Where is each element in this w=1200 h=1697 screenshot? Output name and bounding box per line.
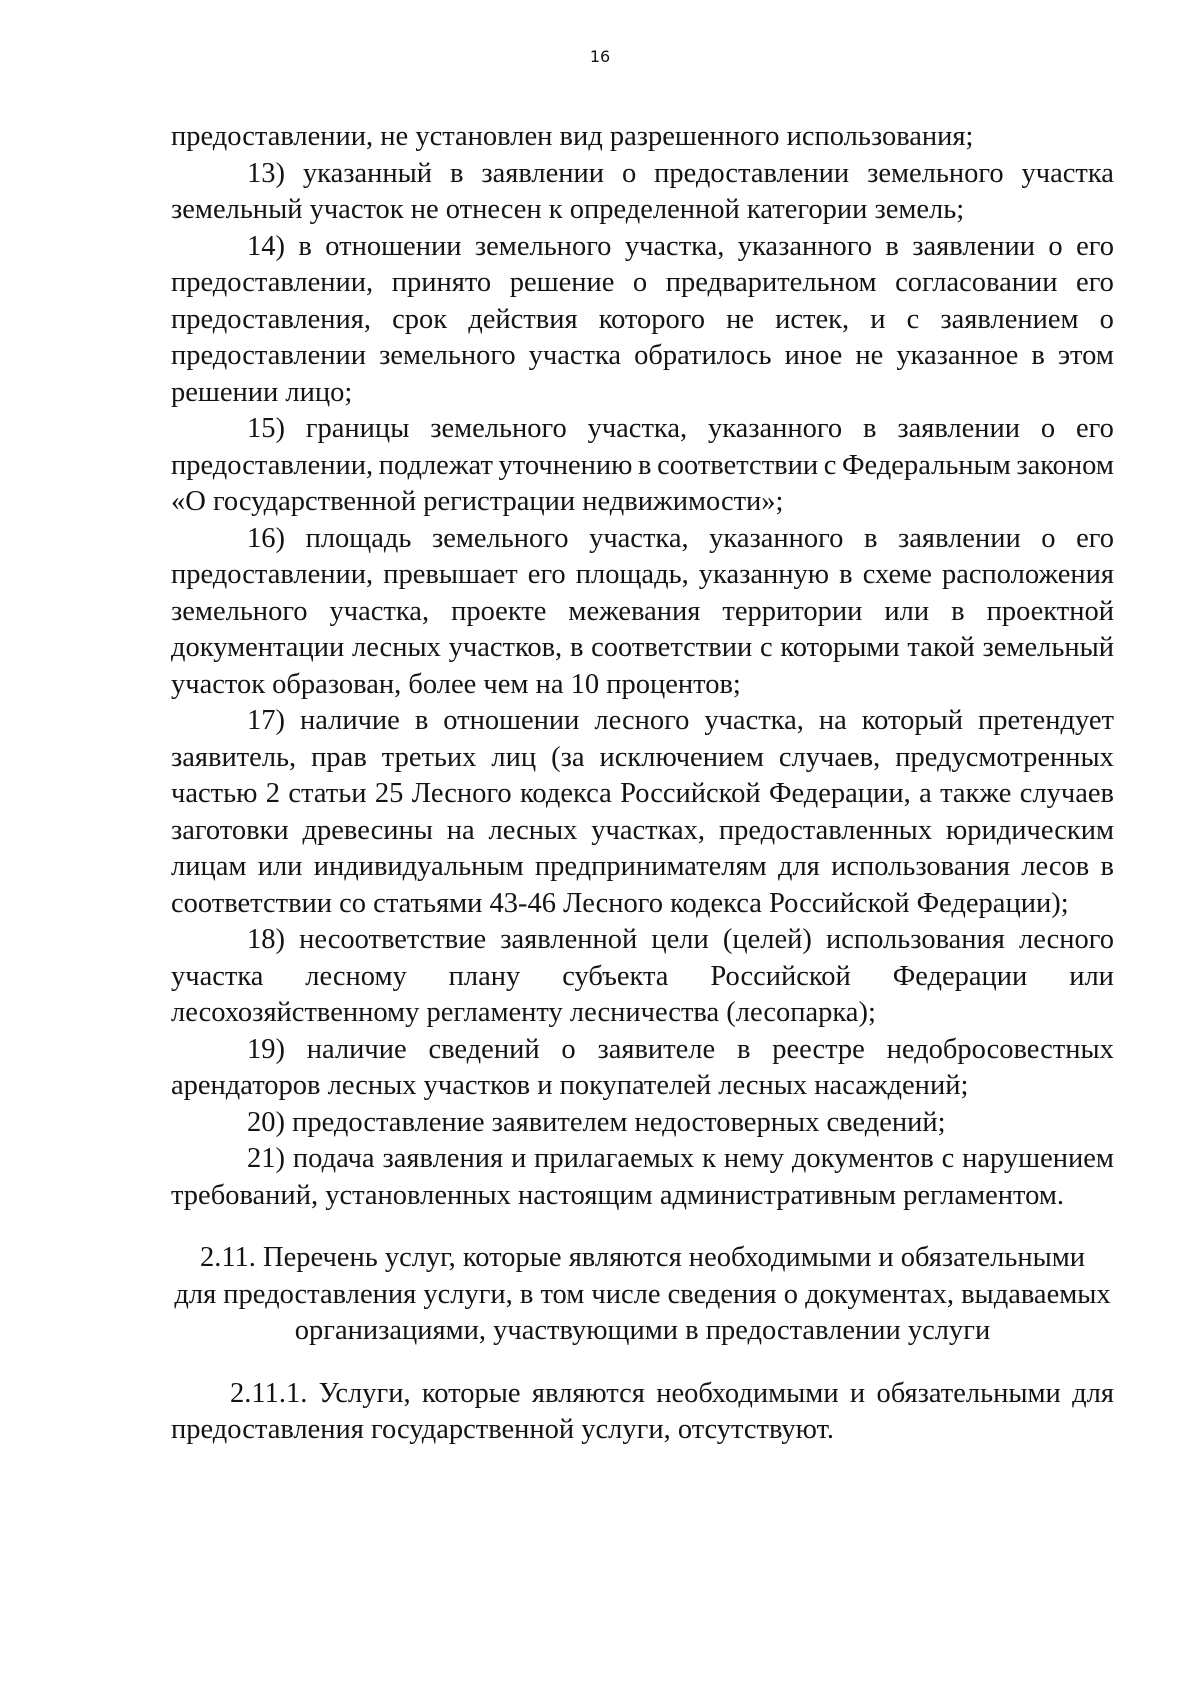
word: цели [651, 924, 709, 955]
word: земельного [171, 595, 308, 627]
text-line [171, 265, 1114, 302]
word: лесных [351, 632, 441, 663]
word: соответствии [591, 632, 753, 663]
word: указанного [737, 230, 872, 262]
word: заявлении [897, 413, 1021, 444]
word: в [863, 413, 877, 444]
text-line: «О государственной регистрации недвижимости»; [171, 486, 784, 517]
word: о [1099, 303, 1114, 335]
text-line: лесохозяйственному регламенту лесничества (лесопарка); [171, 997, 876, 1028]
word: для [777, 851, 820, 882]
text-line: соответствии со статьями 43-46 Лесного кодекса Российской Федерации); [171, 887, 1069, 919]
word: проекте [451, 595, 547, 627]
word: указанного [707, 413, 843, 444]
text-line [171, 630, 1114, 667]
word: земельного [430, 413, 567, 444]
word: Российской [710, 960, 851, 992]
word: наличие [306, 1033, 407, 1065]
word: участка, [587, 413, 688, 444]
text-line: решении лицо; [171, 376, 353, 408]
word: срок [392, 303, 448, 335]
word: использования [825, 924, 1005, 955]
word: земельного [379, 340, 516, 371]
word: площадь [305, 522, 412, 554]
word: недобросовестных [886, 1033, 1114, 1065]
word: земельного [431, 522, 569, 554]
text-line [171, 448, 1114, 485]
text-line: предоставлении, не установлен вид разрешенного использования; [171, 121, 974, 152]
word: о [621, 157, 637, 189]
word: о [632, 267, 648, 298]
word: заявлении [912, 230, 1035, 262]
word: с [941, 1143, 955, 1174]
word: лесному [305, 960, 407, 992]
word: о [1048, 230, 1063, 262]
word: предусмотренных [895, 741, 1114, 773]
word: его [1076, 230, 1114, 262]
word: отношении [443, 705, 580, 736]
word: истек, [775, 303, 850, 335]
word: границы [305, 413, 410, 444]
word: Российской [620, 778, 761, 809]
word: в [885, 230, 899, 262]
word: законом [1016, 449, 1114, 481]
word: частью [171, 778, 258, 809]
word: реестре [772, 1033, 865, 1065]
word: 14) [247, 230, 285, 262]
word: площадь, [575, 559, 689, 590]
word: лесов [1021, 851, 1090, 882]
word: о [1040, 413, 1056, 444]
word: субъекта [562, 960, 669, 992]
word: которые [421, 1377, 521, 1409]
word: наличие [299, 705, 400, 736]
word: превышает [383, 559, 518, 590]
text-line [171, 776, 1114, 813]
word: заявителе [597, 1033, 716, 1065]
document-body [171, 119, 1114, 1449]
word: лиц [491, 741, 537, 773]
word: заявлении [481, 157, 605, 189]
word: не [726, 303, 755, 335]
word: плану [448, 960, 521, 992]
word: лесных [488, 814, 578, 846]
word: или [1069, 960, 1114, 992]
word: юридическим [945, 814, 1114, 846]
word: предпринимателям [534, 851, 767, 882]
word: отношении [325, 230, 462, 262]
word: иное [784, 340, 843, 371]
word: с [759, 632, 773, 663]
word: необходимыми [656, 1377, 839, 1409]
word: схеме [862, 559, 932, 590]
word: подлежат [378, 449, 493, 481]
text-line [171, 703, 1114, 740]
word: проектной [986, 595, 1114, 627]
word: обязательными [876, 1377, 1061, 1409]
word: индивидуальным [313, 851, 524, 882]
word: 19) [247, 1033, 285, 1065]
text-line [171, 302, 1114, 339]
heading-line: организациями, участвующими в предоставлении услуги [294, 1315, 991, 1346]
word: 15) [247, 413, 285, 444]
word: в [863, 522, 878, 554]
word: к [702, 1143, 716, 1174]
word: участка, [329, 595, 430, 627]
word: являются [531, 1377, 645, 1409]
word: участка, [624, 230, 725, 262]
spacer [171, 1350, 1114, 1376]
text-line [171, 740, 1114, 777]
word: в [638, 449, 652, 481]
word: заявлением [940, 303, 1079, 335]
text-line: арендаторов лесных участков и покупателей лесных насаждений; [171, 1070, 969, 1101]
word: в [569, 632, 584, 663]
word: участка, [704, 705, 804, 736]
word: 2.11.1. [230, 1377, 308, 1409]
word: статьи [288, 778, 367, 809]
word: указанный [302, 157, 433, 189]
section-heading [171, 1240, 1114, 1350]
word: соответствии [657, 449, 819, 481]
word: а [919, 778, 932, 809]
word: (целей) [722, 924, 812, 955]
word: на [818, 705, 847, 736]
word: сведений [428, 1033, 540, 1065]
word: исключением [599, 741, 764, 773]
word: решение [509, 267, 615, 298]
word: в [1031, 340, 1045, 371]
text-line [171, 557, 1114, 594]
word: с [823, 449, 837, 481]
word: третьих [381, 741, 477, 773]
heading-line: для предоставления услуги, в том числе сведения о документах, выдаваемых [174, 1278, 1111, 1310]
text-line [171, 338, 1114, 375]
word: в [449, 157, 464, 189]
word: также [940, 778, 1012, 809]
word: заявлении [897, 522, 1021, 554]
text-line [171, 813, 1114, 850]
word: этом [1057, 340, 1114, 371]
word: предоставления, [171, 303, 372, 335]
page-number: 16 [589, 47, 611, 66]
word: документации [171, 632, 345, 663]
word: участках, [591, 814, 706, 846]
word: для [1072, 1377, 1114, 1409]
text-line: предоставления государственной услуги, отсутствуют. [171, 1414, 835, 1445]
word: заявитель, [171, 741, 297, 773]
word: предоставлении, [171, 559, 374, 590]
word: 18) [247, 924, 285, 955]
text-line [171, 1141, 1114, 1178]
word: расположения [941, 559, 1114, 590]
word: в [414, 705, 429, 736]
text-line [171, 959, 1114, 996]
word: Федеральным [842, 449, 1011, 481]
word: его [1076, 522, 1114, 554]
spacer [171, 1214, 1114, 1240]
word: указанное [896, 340, 1019, 371]
text-line [171, 229, 1114, 266]
heading-line: 2.11. Перечень услуг, которые являются необходимыми и обязательными [199, 1242, 1086, 1273]
word: и [510, 1143, 527, 1174]
word: предоставлении [171, 340, 367, 371]
word: предоставлении, [171, 267, 374, 298]
word: участка [171, 960, 264, 992]
word: заготовки [171, 814, 289, 846]
word: предварительном [665, 267, 877, 298]
word: лицам [171, 851, 247, 882]
word: уточнению [498, 449, 633, 481]
word: прав [311, 741, 367, 773]
word: в [1100, 851, 1114, 882]
word: принято [391, 267, 492, 298]
text-line [171, 521, 1114, 558]
word: 17) [247, 705, 285, 736]
word: лесного [1019, 924, 1114, 955]
word: Федерации [892, 960, 1028, 992]
word: обратилось [634, 340, 772, 371]
word: его [1076, 413, 1114, 444]
word: который [861, 705, 963, 736]
word: 21) [247, 1143, 285, 1174]
word: участков, [448, 632, 563, 663]
word: в [839, 559, 853, 590]
word: или [884, 595, 930, 627]
text-line: 20) предоставление заявителем недостоверных сведений; [247, 1106, 946, 1138]
word: предоставлении [654, 157, 850, 189]
word: нему [723, 1143, 784, 1174]
word: или [257, 851, 303, 882]
word: в [298, 230, 312, 262]
word: такой [907, 632, 975, 663]
word: о [561, 1033, 576, 1065]
word: его [1076, 267, 1114, 298]
word: его [527, 559, 566, 590]
word: и [870, 303, 886, 335]
word: лесного [594, 705, 690, 736]
word: в [736, 1033, 751, 1065]
word: Услуги, [318, 1377, 411, 1409]
word: участка [1021, 157, 1114, 189]
text-line: требований, установленных настоящим административным регламентом. [171, 1179, 1065, 1211]
word: 16) [247, 522, 285, 554]
word: на [446, 814, 475, 846]
word: подача [292, 1143, 375, 1174]
text-line [171, 1032, 1114, 1069]
word: претендует [977, 705, 1114, 736]
word: и [849, 1377, 866, 1409]
text-line: участок образован, более чем на 10 процентов; [171, 668, 741, 700]
word: земельный [982, 632, 1114, 663]
word: участка, [589, 522, 689, 554]
word: 13) [247, 157, 285, 189]
word: действия [468, 303, 578, 335]
word: которого [598, 303, 706, 335]
word: (за [551, 741, 585, 773]
word: участка [528, 340, 622, 371]
text-line: земельный участок не отнесен к определенной категории земель; [171, 194, 965, 225]
word: не [855, 340, 884, 371]
word: использования [831, 851, 1011, 882]
word: земельного [474, 230, 612, 262]
word: случаев, [778, 741, 881, 773]
word: указанного [709, 522, 844, 554]
word: заявления [382, 1143, 504, 1174]
word: с [906, 303, 920, 335]
word: заявленной [500, 924, 638, 955]
word: межевания [568, 595, 701, 627]
word: предоставленных [718, 814, 933, 846]
text-line [171, 1376, 1114, 1413]
word: указанную [698, 559, 830, 590]
text-line [171, 411, 1114, 448]
word: которыми [780, 632, 900, 663]
text-line [171, 922, 1114, 959]
text-line [171, 849, 1114, 886]
text-line [171, 156, 1114, 193]
word: документов [791, 1143, 934, 1174]
word: 25 [374, 778, 404, 809]
word: Федерации, [768, 778, 911, 809]
word: прилагаемых [534, 1143, 695, 1174]
word: 2 [265, 778, 281, 809]
word: кодекса [519, 778, 612, 809]
word: случаев [1019, 778, 1114, 809]
word: о [1041, 522, 1056, 554]
word: в [951, 595, 965, 627]
word: несоответствие [299, 924, 487, 955]
text-line [171, 594, 1114, 631]
word: предоставлении, [171, 449, 374, 481]
word: территории [722, 595, 863, 627]
word: древесины [302, 814, 433, 846]
word: нарушением [962, 1143, 1114, 1174]
word: Лесного [411, 778, 512, 809]
word: земельного [867, 157, 1004, 189]
word: согласовании [895, 267, 1058, 298]
